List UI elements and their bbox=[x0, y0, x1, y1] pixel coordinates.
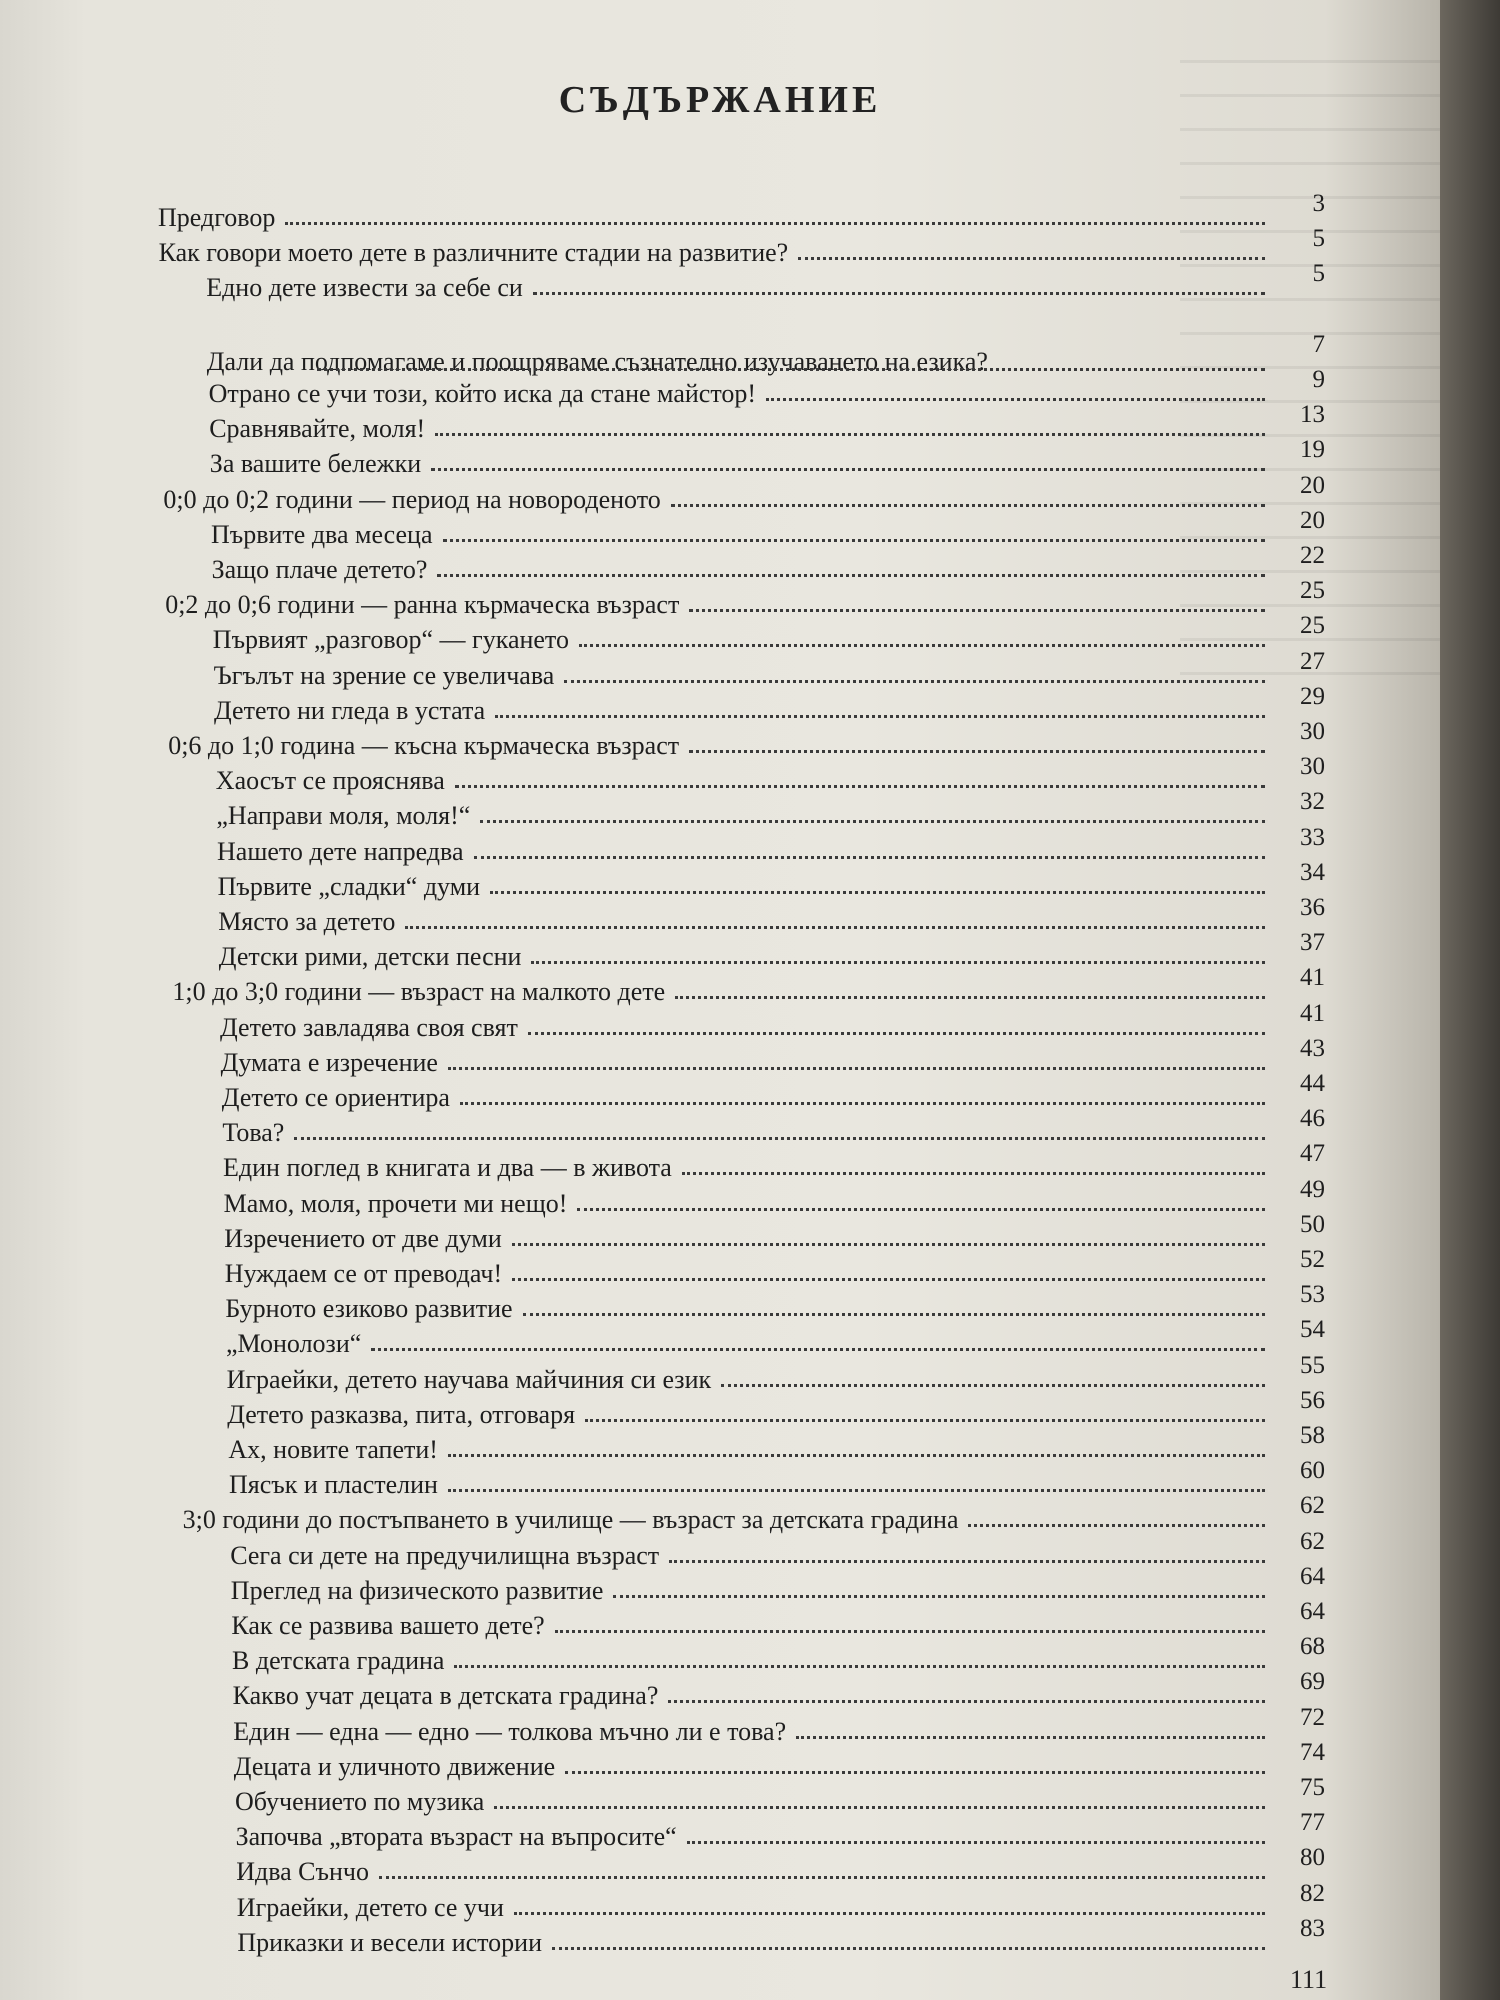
toc-page-number: 3 bbox=[1312, 190, 1325, 217]
toc-page-number: 83 bbox=[1299, 1914, 1325, 1942]
toc-entry bbox=[182, 1492, 1325, 1535]
toc-entry bbox=[225, 1281, 1325, 1324]
toc-entry bbox=[235, 1809, 1325, 1852]
toc-entry-title: Думата е изречение bbox=[220, 1047, 438, 1077]
toc-entry-title: Бурното езиково развитие bbox=[225, 1294, 513, 1324]
toc-page-number: 60 bbox=[1300, 1457, 1325, 1485]
toc-page-number: 55 bbox=[1299, 1351, 1325, 1379]
toc-entry-title: Нуждаем се от преводач! bbox=[224, 1259, 503, 1288]
toc-entry bbox=[226, 1316, 1325, 1359]
toc-page-number: 41 bbox=[1299, 964, 1325, 992]
dot-leader bbox=[448, 1489, 1265, 1492]
dot-leader bbox=[565, 1771, 1265, 1774]
dot-leader bbox=[531, 961, 1265, 964]
toc-page-number: 5 bbox=[1312, 225, 1325, 253]
toc-entry-title: Детски рими, детски песни bbox=[218, 942, 522, 972]
dot-leader bbox=[512, 1243, 1265, 1246]
toc-entry-title: Това? bbox=[222, 1118, 285, 1148]
dot-leader bbox=[552, 1947, 1265, 1950]
toc-page-number: 33 bbox=[1300, 823, 1325, 851]
toc-entry-title: Хаосът се прояснява bbox=[215, 766, 445, 796]
dot-leader bbox=[675, 996, 1265, 999]
toc-page-number: 58 bbox=[1299, 1422, 1325, 1449]
toc-entry-title: Едно дете извести за себе си bbox=[206, 273, 523, 303]
toc-entry-title: За вашите бележки bbox=[209, 449, 422, 479]
toc-entry-title: Какво учат децата в детската градина? bbox=[232, 1681, 659, 1711]
dot-leader bbox=[689, 609, 1265, 612]
toc-entry bbox=[209, 401, 1325, 444]
toc-page-number: 49 bbox=[1299, 1175, 1325, 1203]
dot-leader bbox=[460, 1102, 1265, 1105]
toc-page-number: 53 bbox=[1299, 1281, 1325, 1309]
toc-page-number: 43 bbox=[1299, 1034, 1325, 1062]
dot-leader bbox=[766, 398, 1265, 401]
dot-leader bbox=[317, 368, 1265, 371]
toc-entry-title: Играейки, детето се учи bbox=[236, 1892, 504, 1922]
page-number: 111 bbox=[1290, 1965, 1328, 1994]
toc-entry bbox=[163, 471, 1325, 515]
toc-entry-title: Идва Сънчо bbox=[236, 1857, 369, 1887]
dot-leader bbox=[285, 222, 1265, 225]
toc-page-number: 69 bbox=[1299, 1668, 1325, 1696]
toc-entry bbox=[165, 577, 1325, 620]
toc-entry bbox=[223, 1175, 1325, 1219]
dot-leader bbox=[448, 1454, 1265, 1457]
dot-leader bbox=[294, 1137, 1265, 1140]
dot-leader bbox=[798, 257, 1265, 260]
toc-page-number: 19 bbox=[1299, 436, 1325, 464]
toc-entry bbox=[212, 612, 1325, 655]
toc-entry-title: Детето се ориентира bbox=[221, 1083, 450, 1112]
dot-leader bbox=[555, 1630, 1265, 1633]
toc-page-number: 30 bbox=[1299, 753, 1325, 781]
toc-page-number: 77 bbox=[1299, 1809, 1325, 1837]
toc-page-number: 25 bbox=[1299, 612, 1325, 640]
dot-leader bbox=[512, 1278, 1265, 1281]
toc-entry bbox=[226, 1351, 1325, 1395]
page-edge-shadow bbox=[1440, 0, 1500, 2000]
toc-entry-title: Преглед на физическото развитие bbox=[230, 1575, 604, 1605]
toc-entry bbox=[236, 1879, 1325, 1923]
toc-entry-title: Първият „разговор“ — гукането bbox=[212, 625, 569, 655]
toc-entry bbox=[232, 1633, 1325, 1676]
toc-entry bbox=[227, 1386, 1325, 1430]
toc-entry bbox=[231, 1598, 1325, 1641]
dot-leader bbox=[448, 1067, 1265, 1070]
toc-page-number: 25 bbox=[1299, 577, 1325, 605]
toc-page-number: 5 bbox=[1312, 260, 1325, 288]
dot-leader bbox=[379, 1876, 1265, 1879]
toc-entry-title: Предговор bbox=[158, 203, 276, 232]
toc-entry-title: „Монолози“ bbox=[226, 1329, 362, 1359]
toc-entry-title: 0;2 до 0;6 години — ранна кърмаческа възраст bbox=[165, 590, 680, 620]
dot-leader bbox=[564, 680, 1265, 683]
toc-entry-title: Място за детето bbox=[218, 907, 396, 936]
toc-entry bbox=[220, 1034, 1325, 1078]
toc-entry bbox=[216, 788, 1325, 831]
toc-entry-title: Един — една — едно — толкова мъчно ли е това? bbox=[233, 1716, 787, 1746]
toc-entry bbox=[223, 1140, 1325, 1183]
toc-entry bbox=[158, 190, 1325, 233]
toc-entry bbox=[211, 542, 1325, 585]
toc-entry-title: 0;6 до 1;0 година — късна кърмаческа възраст bbox=[168, 731, 680, 760]
toc-page-number: 29 bbox=[1300, 682, 1325, 710]
toc-page-number: 44 bbox=[1299, 1070, 1325, 1097]
toc-entry bbox=[217, 858, 1325, 902]
toc-entry-title: Ъгълът на зрение се увеличава bbox=[213, 660, 555, 690]
toc-entry-title: Обучението по музика bbox=[235, 1787, 485, 1816]
toc-entry bbox=[236, 1844, 1325, 1887]
toc-entry bbox=[207, 309, 1325, 379]
toc-entry bbox=[237, 1914, 1325, 1958]
toc-entry-title: Един поглед в книгата и два — в живота bbox=[223, 1153, 672, 1183]
dot-leader bbox=[528, 1032, 1265, 1035]
dot-leader bbox=[371, 1348, 1265, 1351]
dot-leader bbox=[437, 574, 1265, 577]
dot-leader bbox=[669, 1560, 1265, 1563]
toc-entry bbox=[158, 225, 1325, 268]
dot-leader bbox=[431, 468, 1265, 471]
dot-leader bbox=[523, 1313, 1265, 1316]
toc-page-number: 62 bbox=[1299, 1492, 1325, 1520]
toc-page-number: 34 bbox=[1299, 858, 1325, 886]
dot-leader bbox=[474, 856, 1266, 859]
dot-leader bbox=[514, 1912, 1265, 1915]
dot-leader bbox=[585, 1419, 1265, 1422]
toc-entry bbox=[228, 1422, 1325, 1465]
dot-leader bbox=[689, 750, 1265, 753]
toc-entry-title: 1;0 до 3;0 години — възраст на малкото дете bbox=[172, 977, 666, 1007]
toc-page-number: 74 bbox=[1299, 1738, 1325, 1766]
toc-page-number: 56 bbox=[1299, 1386, 1325, 1414]
toc-page-number: 62 bbox=[1299, 1527, 1325, 1555]
toc-entry bbox=[172, 964, 1325, 1007]
toc-page-number: 9 bbox=[1312, 366, 1325, 393]
dot-leader bbox=[796, 1736, 1265, 1739]
dot-leader bbox=[968, 1524, 1265, 1527]
dot-leader bbox=[577, 1208, 1265, 1211]
toc-entry bbox=[220, 999, 1325, 1043]
toc-entry-title: Децата и уличното движение bbox=[233, 1751, 556, 1781]
toc-entry-title: Детето ни гледа в устата bbox=[214, 695, 486, 725]
toc-entry bbox=[222, 1105, 1325, 1148]
toc-entry-title: Сравнявайте, моля! bbox=[209, 414, 426, 444]
toc-entry bbox=[214, 682, 1325, 726]
toc-entry bbox=[230, 1562, 1325, 1606]
toc-entry bbox=[218, 894, 1325, 937]
toc-entry bbox=[235, 1774, 1325, 1817]
toc-entry-title: Отрано се учи този, който иска да стане майстор! bbox=[208, 379, 757, 408]
toc-entry-title: Пясък и пластелин bbox=[229, 1470, 438, 1500]
toc-entry-title: Приказки и весели истории bbox=[237, 1927, 542, 1957]
toc-page-number: 13 bbox=[1299, 401, 1325, 429]
dot-leader bbox=[480, 820, 1265, 823]
toc-entry-title: 3;0 години до постъпването в училище — възраст за детската градина bbox=[182, 1505, 959, 1535]
toc-entry bbox=[213, 647, 1325, 691]
table-of-contents bbox=[0, 188, 1440, 1957]
page-title: СЪДЪРЖАНИЕ bbox=[558, 79, 882, 121]
toc-page-number: 72 bbox=[1299, 1703, 1325, 1731]
dot-leader bbox=[579, 644, 1265, 647]
toc-page-number: 41 bbox=[1300, 999, 1325, 1027]
toc-page-number: 64 bbox=[1299, 1598, 1325, 1625]
toc-entry-title: Детето завладява своя свят bbox=[220, 1012, 518, 1042]
toc-page-number: 20 bbox=[1299, 471, 1325, 499]
toc-page-number: 32 bbox=[1299, 788, 1325, 816]
toc-entry-title: Дали да подпомагаме и поощряваме съзнателно изучаването на езика? bbox=[206, 346, 988, 376]
dot-leader bbox=[682, 1172, 1265, 1175]
toc-page-number: 50 bbox=[1299, 1210, 1325, 1238]
dot-leader bbox=[495, 715, 1265, 718]
toc-entry-title: Първите „сладки“ думи bbox=[217, 871, 481, 901]
toc-entry-title: Нашето дете напредва bbox=[217, 836, 464, 866]
toc-page-number: 37 bbox=[1299, 929, 1325, 957]
toc-entry-title: Сега си дете на предучилищна възраст bbox=[230, 1540, 660, 1570]
toc-page-number: 46 bbox=[1299, 1105, 1325, 1133]
toc-entry bbox=[209, 436, 1325, 479]
toc-entry bbox=[224, 1210, 1325, 1254]
toc-entry bbox=[230, 1527, 1325, 1571]
toc-entry bbox=[206, 260, 1325, 303]
toc-page-number: 27 bbox=[1299, 647, 1325, 675]
toc-page-number: 75 bbox=[1300, 1774, 1325, 1801]
toc-page-number: 68 bbox=[1300, 1633, 1325, 1661]
toc-page-number: 52 bbox=[1299, 1246, 1325, 1273]
toc-entry-title: Как говори моето дете в различните стадии на развитие? bbox=[158, 238, 789, 268]
dot-leader bbox=[613, 1595, 1265, 1598]
dot-leader bbox=[671, 504, 1265, 507]
toc-entry bbox=[168, 718, 1325, 761]
toc-entry bbox=[211, 506, 1325, 550]
toc-entry bbox=[232, 1668, 1325, 1711]
toc-page-number: 82 bbox=[1299, 1879, 1325, 1907]
dot-leader bbox=[668, 1700, 1265, 1703]
toc-entry-title: Играейки, детето научава майчиния си език bbox=[226, 1364, 712, 1394]
toc-entry-title: Ах, новите тапети! bbox=[228, 1435, 438, 1464]
toc-entry-title: В детската градина bbox=[232, 1646, 445, 1676]
dot-leader bbox=[687, 1841, 1265, 1844]
toc-entry-title: 0;0 до 0;2 години — период на новороденото bbox=[163, 484, 661, 514]
toc-entry-title: Детето разказва, пита, отговаря bbox=[227, 1399, 576, 1429]
toc-entry bbox=[229, 1457, 1325, 1500]
toc-entry bbox=[233, 1738, 1325, 1782]
toc-entry-title: Първите два месеца bbox=[211, 519, 433, 549]
toc-page-number: 22 bbox=[1299, 542, 1325, 569]
toc-page-number: 7 bbox=[1312, 330, 1325, 358]
dot-leader bbox=[455, 785, 1265, 788]
dot-leader bbox=[454, 1665, 1265, 1668]
dot-leader bbox=[405, 926, 1265, 929]
toc-entry bbox=[217, 823, 1325, 867]
toc-entry bbox=[233, 1703, 1325, 1747]
toc-entry-title: Как се развива вашето дете? bbox=[231, 1611, 545, 1640]
toc-entry-title: Мамо, моля, прочети ми нещо! bbox=[223, 1188, 568, 1218]
dot-leader bbox=[443, 539, 1265, 542]
toc-page-number: 30 bbox=[1299, 718, 1325, 745]
toc-entry-title: Започва „втората възраст на въпросите“ bbox=[235, 1822, 677, 1852]
toc-entry bbox=[224, 1246, 1325, 1289]
dot-leader bbox=[435, 433, 1265, 436]
toc-page-number: 47 bbox=[1300, 1140, 1325, 1168]
dot-leader bbox=[533, 292, 1265, 295]
toc-page-number: 80 bbox=[1299, 1844, 1325, 1872]
toc-entry bbox=[218, 929, 1325, 972]
toc-page-number: 64 bbox=[1299, 1562, 1325, 1590]
toc-entry-title: Защо плаче детето? bbox=[211, 555, 428, 584]
toc-entry-title: „Направи моля, моля!“ bbox=[216, 801, 471, 831]
toc-entry bbox=[215, 753, 1325, 796]
toc-entry bbox=[221, 1070, 1325, 1113]
toc-entry bbox=[208, 366, 1325, 409]
toc-page-number: 54 bbox=[1300, 1316, 1325, 1344]
dot-leader bbox=[490, 891, 1265, 894]
toc-page-number: 20 bbox=[1300, 506, 1325, 534]
toc-entry-title: Изречението от две думи bbox=[224, 1223, 502, 1253]
dot-leader bbox=[494, 1806, 1265, 1809]
dot-leader bbox=[721, 1384, 1265, 1387]
toc-page-number: 36 bbox=[1299, 894, 1325, 921]
